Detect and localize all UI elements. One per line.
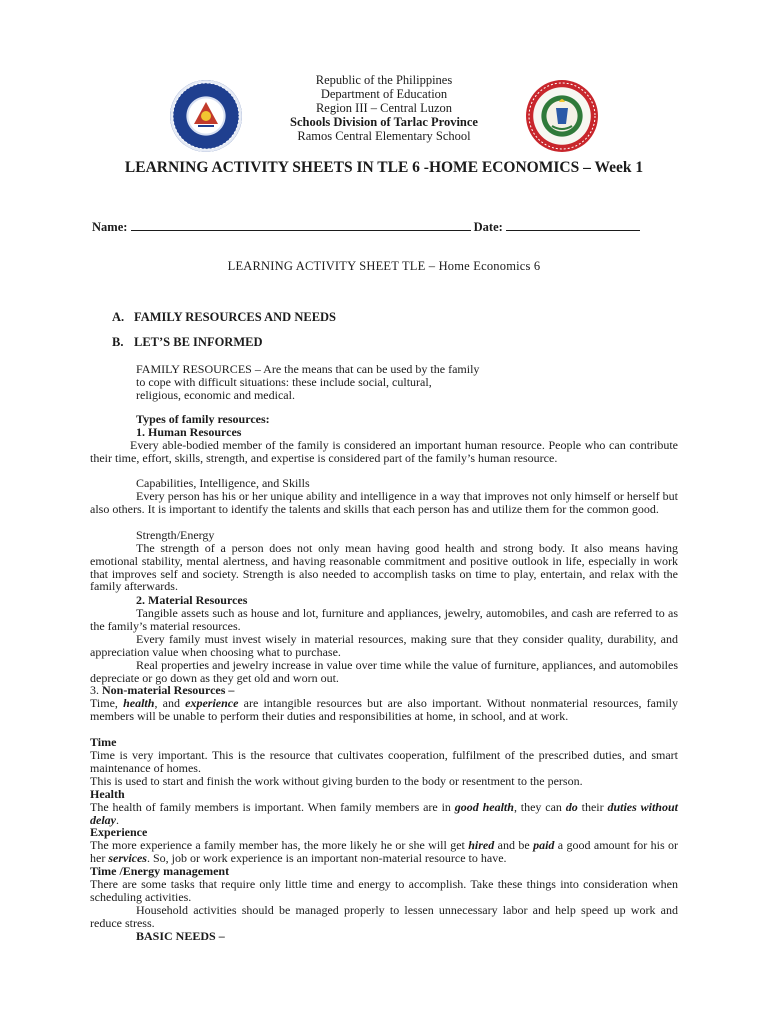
header-line-division: Schools Division of Tarlac Province (290, 115, 478, 129)
name-label: Name: (92, 220, 128, 234)
page-title: LEARNING ACTIVITY SHEETS IN TLE 6 -HOME ECONOMICS – Week 1 (124, 159, 644, 176)
header-line-republic: Republic of the Philippines (315, 73, 453, 87)
nonmaterial-paragraph: Time, health, and experience are intangible resources but are also important. Without nonmaterial resources, family members will be unable to perform their duties and responsibilities at home, in school, and at work. (90, 696, 678, 723)
activity-sheet-subtitle: LEARNING ACTIVITY SHEET TLE – Home Economics 6 (227, 259, 541, 273)
nonmaterial-heading: 3. Non-material Resources – (90, 683, 235, 697)
energy-paragraph-1: There are some tasks that require only little time and energy to accomplish. Take these things into consideration when scheduling activities. (90, 877, 678, 904)
time-paragraph-2: This is used to start and finish the work without giving burden to the body or resentment to the person. (90, 774, 583, 788)
material-paragraph-1: Tangible assets such as house and lot, furniture and appliances, jewelry, automobiles, and cash are referred to as the family’s material resources. (90, 606, 678, 633)
experience-paragraph: The more experience a family member has, the more likely he or she will get hired and be paid a good amount for his or her services. So, job or work experience is an important non-material resource to have. (90, 838, 679, 865)
intro-definition: FAMILY RESOURCES – Are the means that can be used by the family to cope with difficult situations: these include social, cultural, religious, economic and medical. (136, 362, 480, 402)
header-line-school: Ramos Central Elementary School (297, 129, 471, 143)
human-resources-paragraph: Every able-bodied member of the family is considered an important human resource. People who can contribute their time, effort, skills, strength, and expertise is considered part of the family’s human resource. (90, 438, 678, 465)
basic-needs-heading: BASIC NEEDS – (136, 929, 225, 943)
section-b-heading: B. LET’S BE INFORMED (112, 335, 263, 349)
material-resources-heading: 2. Material Resources (136, 593, 248, 607)
material-paragraph-2: Every family must invest wisely in material resources, making sure that they consider quality, durability, and appreciation value when choosing what to purchase. (90, 632, 678, 659)
header-line-region: Region III – Central Luzon (315, 101, 453, 115)
header-line-department: Department of Education (320, 87, 448, 101)
health-heading: Health (90, 787, 125, 801)
material-paragraph-3: Real properties and jewelry increase in value over time while the value of furniture, appliances, and automobiles depreciate or go down as they get old and worn out. (90, 658, 678, 685)
name-date-row (92, 219, 640, 235)
section-a-heading: A. FAMILY RESOURCES AND NEEDS (112, 310, 337, 324)
health-paragraph: The health of family members is important. When family members are in good health, they can do their duties without delay. (90, 800, 678, 827)
strength-heading: Strength/Energy (136, 528, 215, 542)
experience-heading: Experience (90, 825, 148, 839)
date-label: Date: (473, 220, 503, 234)
strength-paragraph: The strength of a person does not only mean having good health and strong body. It also means having emotional stability, mental alertness, and having reasonable commitment and positive outlook in life, especially in work that improves self and society. Strength is also needed to accomplish tasks on time to play, entertain, and relax with the family afterwards. (90, 541, 678, 594)
human-resources-heading: 1. Human Resources (136, 425, 242, 439)
time-paragraph-1: Time is very important. This is the resource that cultivates cooperation, fulfilment of the prescribed duties, and smart maintenance of homes. (90, 748, 678, 775)
capabilities-paragraph: Every person has his or her unique ability and intelligence in a way that improves not only himself or herself but also others. It is important to identify the talents and skills that each person has and utilize them for the common good. (90, 489, 678, 516)
time-heading: Time (90, 735, 117, 749)
date-field[interactable] (506, 219, 640, 231)
name-field[interactable] (131, 219, 471, 231)
energy-management-heading: Time /Energy management (90, 864, 230, 878)
energy-paragraph-2: Household activities should be managed properly to lessen unnecessary labor and help speed up work and reduce stress. (90, 903, 678, 930)
capabilities-heading: Capabilities, Intelligence, and Skills (136, 476, 310, 490)
types-heading: Types of family resources: (136, 412, 270, 426)
